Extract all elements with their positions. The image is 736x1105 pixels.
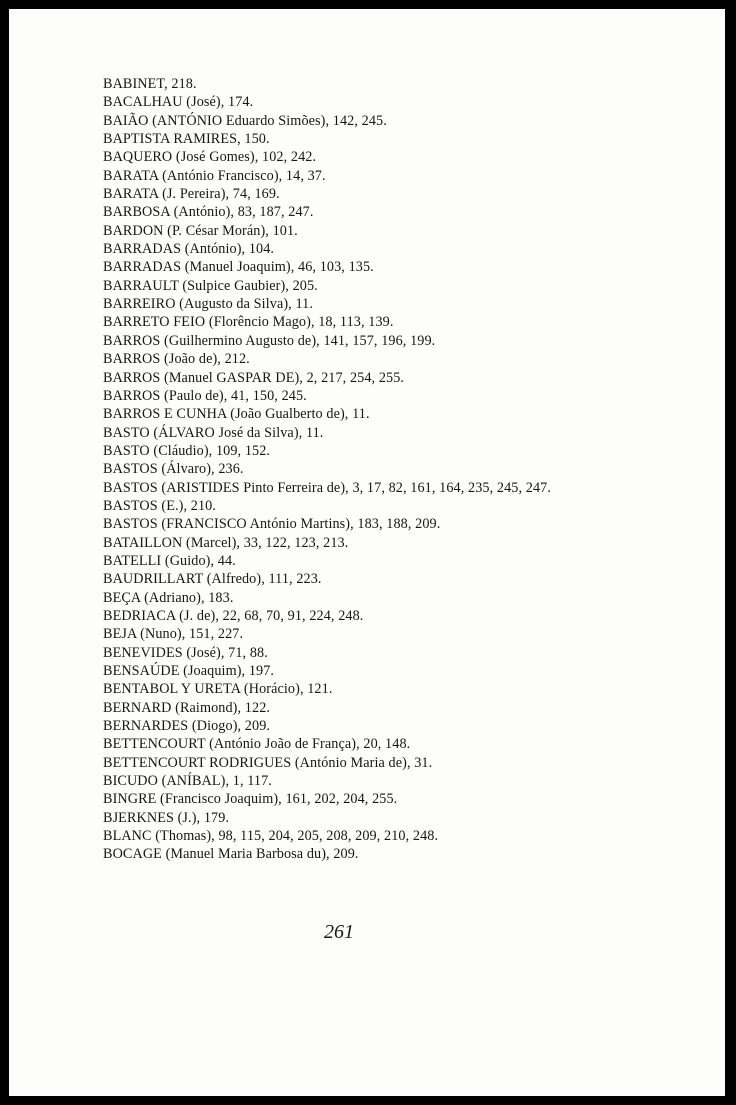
index-entry: BOCAGE (Manuel Maria Barbosa du), 209. (103, 846, 359, 863)
index-entry: BARREIRO (Augusto da Silva), 11. (103, 296, 313, 313)
index-entry: BJERKNES (J.), 179. (103, 809, 230, 826)
index-entry: BAQUERO (José Gomes), 102, 242. (103, 149, 317, 166)
index-entry: BICUDO (ANÍBAL), 1, 117. (103, 773, 272, 790)
index-entry: BARROS (Guilhermino Augusto de), 141, 157, 196, 199. (103, 332, 436, 349)
page-number: 261 (324, 921, 354, 943)
index-entry: BARATA (J. Pereira), 74, 169. (103, 186, 280, 203)
index-entry: BAUDRILLART (Alfredo), 111, 223. (103, 571, 322, 588)
index-entry: BASTO (ÁLVARO José da Silva), 11. (103, 424, 324, 441)
index-entry: BARROS (Paulo de), 41, 150, 245. (103, 387, 307, 404)
index-entry: BEÇA (Adriano), 183. (103, 589, 234, 606)
index-entry: BETTENCOURT (António João de França), 20, 148. (103, 736, 411, 753)
index-entry: BENTABOL Y URETA (Horácio), 121. (103, 681, 333, 698)
index-entry: BENEVIDES (José), 71, 88. (103, 644, 268, 661)
index-entry: BAIÃO (ANTÓNIO Eduardo Simões), 142, 245. (103, 112, 387, 129)
index-entry: BARROS (Manuel GASPAR DE), 2, 217, 254, 255. (103, 369, 405, 386)
index-entry: BERNARDES (Diogo), 209. (103, 718, 271, 735)
index-entry: BEDRIACA (J. de), 22, 68, 70, 91, 224, 248. (103, 607, 364, 624)
index-entry: BARROS E CUNHA (João Gualberto de), 11. (103, 406, 370, 423)
index-entry: BAPTISTA RAMIRES, 150. (103, 131, 270, 148)
index-entry: BLANC (Thomas), 98, 115, 204, 205, 208, 209, 210, 248. (103, 828, 439, 845)
index-entry: BASTOS (E.), 210. (103, 497, 216, 514)
index-entry: BACALHAU (José), 174. (103, 94, 254, 111)
index-entry: BARRADAS (António), 104. (103, 241, 275, 258)
index-entry: BATAILLON (Marcel), 33, 122, 123, 213. (103, 534, 349, 551)
index-entry: BERNARD (Raimond), 122. (103, 699, 271, 716)
index-entry: BASTOS (ARISTIDES Pinto Ferreira de), 3, 17, 82, 161, 164, 235, 245, 247. (103, 479, 552, 496)
index-entry: BASTO (Cláudio), 109, 152. (103, 442, 271, 459)
index-entry: BENSAÚDE (Joaquim), 197. (103, 663, 275, 679)
index-entry: BINGRE (Francisco Joaquim), 161, 202, 204, 255. (103, 791, 398, 808)
index-entry: BASTOS (FRANCISCO António Martins), 183, 188, 209. (103, 516, 441, 533)
index-entry: BASTOS (Álvaro), 236. (103, 461, 244, 478)
name-index-list (103, 75, 663, 864)
index-entry: BARDON (P. César Morán), 101. (103, 222, 298, 239)
index-entry: BATELLI (Guido), 44. (103, 552, 236, 569)
index-entry: BARROS (João de), 212. (103, 351, 250, 368)
index-entry: BARRAULT (Sulpice Gaubier), 205. (103, 277, 318, 294)
index-entry: BEJA (Nuno), 151, 227. (103, 626, 244, 643)
index-entry: BARRETO FEIO (Florêncio Mago), 18, 113, 139. (103, 314, 394, 331)
book-page (9, 9, 725, 1096)
index-entry: BABINET, 218. (103, 76, 197, 92)
index-entry: BARATA (António Francisco), 14, 37. (103, 167, 326, 184)
index-entry: BARRADAS (Manuel Joaquim), 46, 103, 135. (103, 259, 374, 276)
index-entry: BARBOSA (António), 83, 187, 247. (103, 204, 314, 221)
index-entry: BETTENCOURT RODRIGUES (António Maria de), 31. (103, 754, 433, 771)
